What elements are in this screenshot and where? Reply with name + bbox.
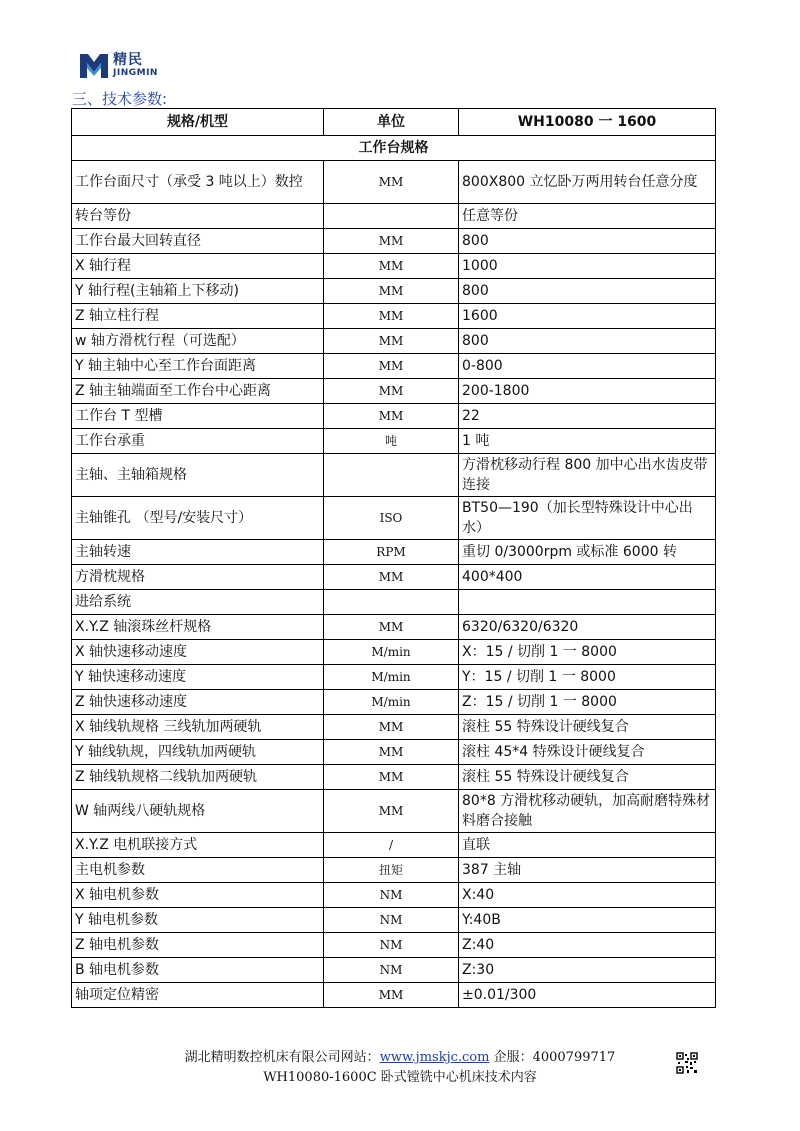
- table-row: [72, 740, 716, 765]
- cell-spec: 轴项定位精密: [72, 983, 324, 1008]
- cell-value: Z:40: [459, 933, 716, 958]
- cell-unit: MM: [324, 765, 459, 790]
- cell-spec: X 轴行程: [72, 254, 324, 279]
- table-row: [72, 454, 716, 497]
- table-row: [72, 161, 716, 204]
- cell-spec: W 轴两线八硬轨规格: [72, 790, 324, 833]
- cell-unit: MM: [324, 254, 459, 279]
- cell-value: 直联: [459, 833, 716, 858]
- table-row: [72, 690, 716, 715]
- cell-unit: MM: [324, 229, 459, 254]
- cell-unit: MM: [324, 279, 459, 304]
- cell-value: X：15 / 切削 1 一 8000: [459, 640, 716, 665]
- table-row: [72, 379, 716, 404]
- cell-unit: 吨: [324, 429, 459, 454]
- header-unit: 单位: [324, 109, 459, 136]
- cell-unit: M/min: [324, 640, 459, 665]
- cell-spec: 工作台承重: [72, 429, 324, 454]
- brand-name-cn: 精民: [113, 51, 143, 68]
- cell-value: 1 吨: [459, 429, 716, 454]
- cell-unit: ISO: [324, 497, 459, 540]
- cell-unit: MM: [324, 565, 459, 590]
- table-row: [72, 833, 716, 858]
- cell-spec: Y 轴电机参数: [72, 908, 324, 933]
- table-row: [72, 429, 716, 454]
- cell-spec: Y 轴主轴中心至工作台面距离: [72, 354, 324, 379]
- cell-spec: Z 轴电机参数: [72, 933, 324, 958]
- cell-value: BT50—190（加长型特殊设计中心出水）: [459, 497, 716, 540]
- table-row: [72, 565, 716, 590]
- cell-unit: [324, 454, 459, 497]
- cell-value: ±0.01/300: [459, 983, 716, 1008]
- brand-name-en: JINGMIN: [113, 67, 158, 78]
- cell-spec: 方滑枕规格: [72, 565, 324, 590]
- cell-value: 1600: [459, 304, 716, 329]
- qr-code-icon: [676, 1052, 698, 1074]
- table-row: [72, 640, 716, 665]
- table-row: [72, 615, 716, 640]
- table-row: [72, 540, 716, 565]
- cell-value: X:40: [459, 883, 716, 908]
- cell-spec: 工作台 T 型槽: [72, 404, 324, 429]
- table-row: [72, 404, 716, 429]
- cell-spec: 主电机参数: [72, 858, 324, 883]
- cell-value: 387 主轴: [459, 858, 716, 883]
- table-row: [72, 790, 716, 833]
- cell-spec: X.Y.Z 电机联接方式: [72, 833, 324, 858]
- cell-spec: Z 轴立柱行程: [72, 304, 324, 329]
- cell-spec: X 轴快速移动速度: [72, 640, 324, 665]
- cell-value: 任意等份: [459, 204, 716, 229]
- cell-unit: MM: [324, 404, 459, 429]
- cell-unit: NM: [324, 958, 459, 983]
- footer-website-link[interactable]: www.jmskjc.com: [379, 1050, 490, 1065]
- cell-unit: NM: [324, 883, 459, 908]
- jingmin-logo-icon: [78, 50, 110, 80]
- footer-company: 湖北精明数控机床有限公司网站：: [184, 1050, 380, 1065]
- table-row: [72, 765, 716, 790]
- cell-spec: X 轴线轨规格 三线轨加两硬轨: [72, 715, 324, 740]
- cell-value: 滚柱 55 特殊设计硬线复合: [459, 715, 716, 740]
- cell-value: Z：15 / 切削 1 一 8000: [459, 690, 716, 715]
- section-row: [72, 136, 716, 161]
- cell-unit: NM: [324, 933, 459, 958]
- footer-doc-title: WH10080-1600C 卧式镗铣中心机床技术内容: [263, 1070, 537, 1085]
- cell-unit: MM: [324, 983, 459, 1008]
- table-row: [72, 204, 716, 229]
- table-row: [72, 304, 716, 329]
- cell-value: 80*8 方滑枕移动硬轨，加高耐磨特殊材料磨合接触: [459, 790, 716, 833]
- cell-value: [459, 590, 716, 615]
- table-row: [72, 858, 716, 883]
- cell-spec: 主轴转速: [72, 540, 324, 565]
- cell-value: Y:40B: [459, 908, 716, 933]
- cell-unit: MM: [324, 354, 459, 379]
- cell-spec: X.Y.Z 轴滚珠丝杆规格: [72, 615, 324, 640]
- cell-value: Y：15 / 切削 1 一 8000: [459, 665, 716, 690]
- header-model: WH10080 一 1600: [459, 109, 716, 136]
- cell-spec: Z 轴线轨规格二线轨加两硬轨: [72, 765, 324, 790]
- cell-unit: MM: [324, 161, 459, 204]
- cell-unit: 扭矩: [324, 858, 459, 883]
- cell-unit: MM: [324, 740, 459, 765]
- cell-spec: B 轴电机参数: [72, 958, 324, 983]
- cell-unit: MM: [324, 790, 459, 833]
- table-row: [72, 908, 716, 933]
- cell-unit: MM: [324, 615, 459, 640]
- cell-value: 重切 0/3000rpm 或标准 6000 转: [459, 540, 716, 565]
- cell-spec: Y 轴行程(主轴箱上下移动): [72, 279, 324, 304]
- table-row: [72, 254, 716, 279]
- cell-spec: X 轴电机参数: [72, 883, 324, 908]
- footer-phone: 4000799717: [532, 1050, 616, 1065]
- cell-value: 400*400: [459, 565, 716, 590]
- footer-phone-label: 企服：: [489, 1050, 533, 1065]
- cell-value: 6320/6320/6320: [459, 615, 716, 640]
- cell-unit: MM: [324, 304, 459, 329]
- section-label: 工作台规格: [72, 136, 716, 161]
- cell-spec: Y 轴线轨规，四线轨加两硬轨: [72, 740, 324, 765]
- cell-value: Z:30: [459, 958, 716, 983]
- cell-value: 0-800: [459, 354, 716, 379]
- brand-logo: [78, 48, 158, 82]
- cell-value: 800: [459, 229, 716, 254]
- cell-unit: MM: [324, 379, 459, 404]
- table-row: [72, 883, 716, 908]
- table-row: [72, 933, 716, 958]
- table-row: [72, 229, 716, 254]
- table-row: [72, 497, 716, 540]
- cell-unit: [324, 590, 459, 615]
- cell-spec: Z 轴主轴端面至工作台中心距离: [72, 379, 324, 404]
- table-row: [72, 958, 716, 983]
- header-spec: 规格/机型: [72, 109, 324, 136]
- cell-spec: Z 轴快速移动速度: [72, 690, 324, 715]
- table-row: [72, 590, 716, 615]
- cell-unit: M/min: [324, 665, 459, 690]
- cell-spec: 主轴锥孔 （型号/安装尺寸）: [72, 497, 324, 540]
- cell-value: 22: [459, 404, 716, 429]
- cell-unit: MM: [324, 715, 459, 740]
- cell-unit: RPM: [324, 540, 459, 565]
- table-row: [72, 715, 716, 740]
- spec-table: [71, 108, 716, 1008]
- cell-value: 方滑枕移动行程 800 加中心出水齿皮带连接: [459, 454, 716, 497]
- cell-spec: 工作台最大回转直径: [72, 229, 324, 254]
- cell-spec: Y 轴快速移动速度: [72, 665, 324, 690]
- cell-spec: 工作台面尺寸（承受 3 吨以上）数控: [72, 161, 324, 204]
- table-row: [72, 354, 716, 379]
- cell-value: 滚柱 55 特殊设计硬线复合: [459, 765, 716, 790]
- cell-unit: MM: [324, 329, 459, 354]
- table-row: [72, 329, 716, 354]
- cell-value: 800: [459, 329, 716, 354]
- cell-value: 800X800 立忆卧万两用转台任意分度: [459, 161, 716, 204]
- table-row: [72, 983, 716, 1008]
- table-row: [72, 279, 716, 304]
- cell-unit: /: [324, 833, 459, 858]
- cell-spec: 转台等份: [72, 204, 324, 229]
- cell-value: 1000: [459, 254, 716, 279]
- cell-spec: 进给系统: [72, 590, 324, 615]
- table-row: [72, 665, 716, 690]
- table-header-row: [72, 109, 716, 136]
- cell-value: 800: [459, 279, 716, 304]
- cell-spec: 主轴、主轴箱规格: [72, 454, 324, 497]
- cell-unit: NM: [324, 908, 459, 933]
- cell-spec: w 轴方滑枕行程（可选配）: [72, 329, 324, 354]
- cell-unit: M/min: [324, 690, 459, 715]
- section-title: 三、技术参数:: [72, 90, 168, 108]
- cell-unit: [324, 204, 459, 229]
- cell-value: 200-1800: [459, 379, 716, 404]
- cell-value: 滚柱 45*4 特殊设计硬线复合: [459, 740, 716, 765]
